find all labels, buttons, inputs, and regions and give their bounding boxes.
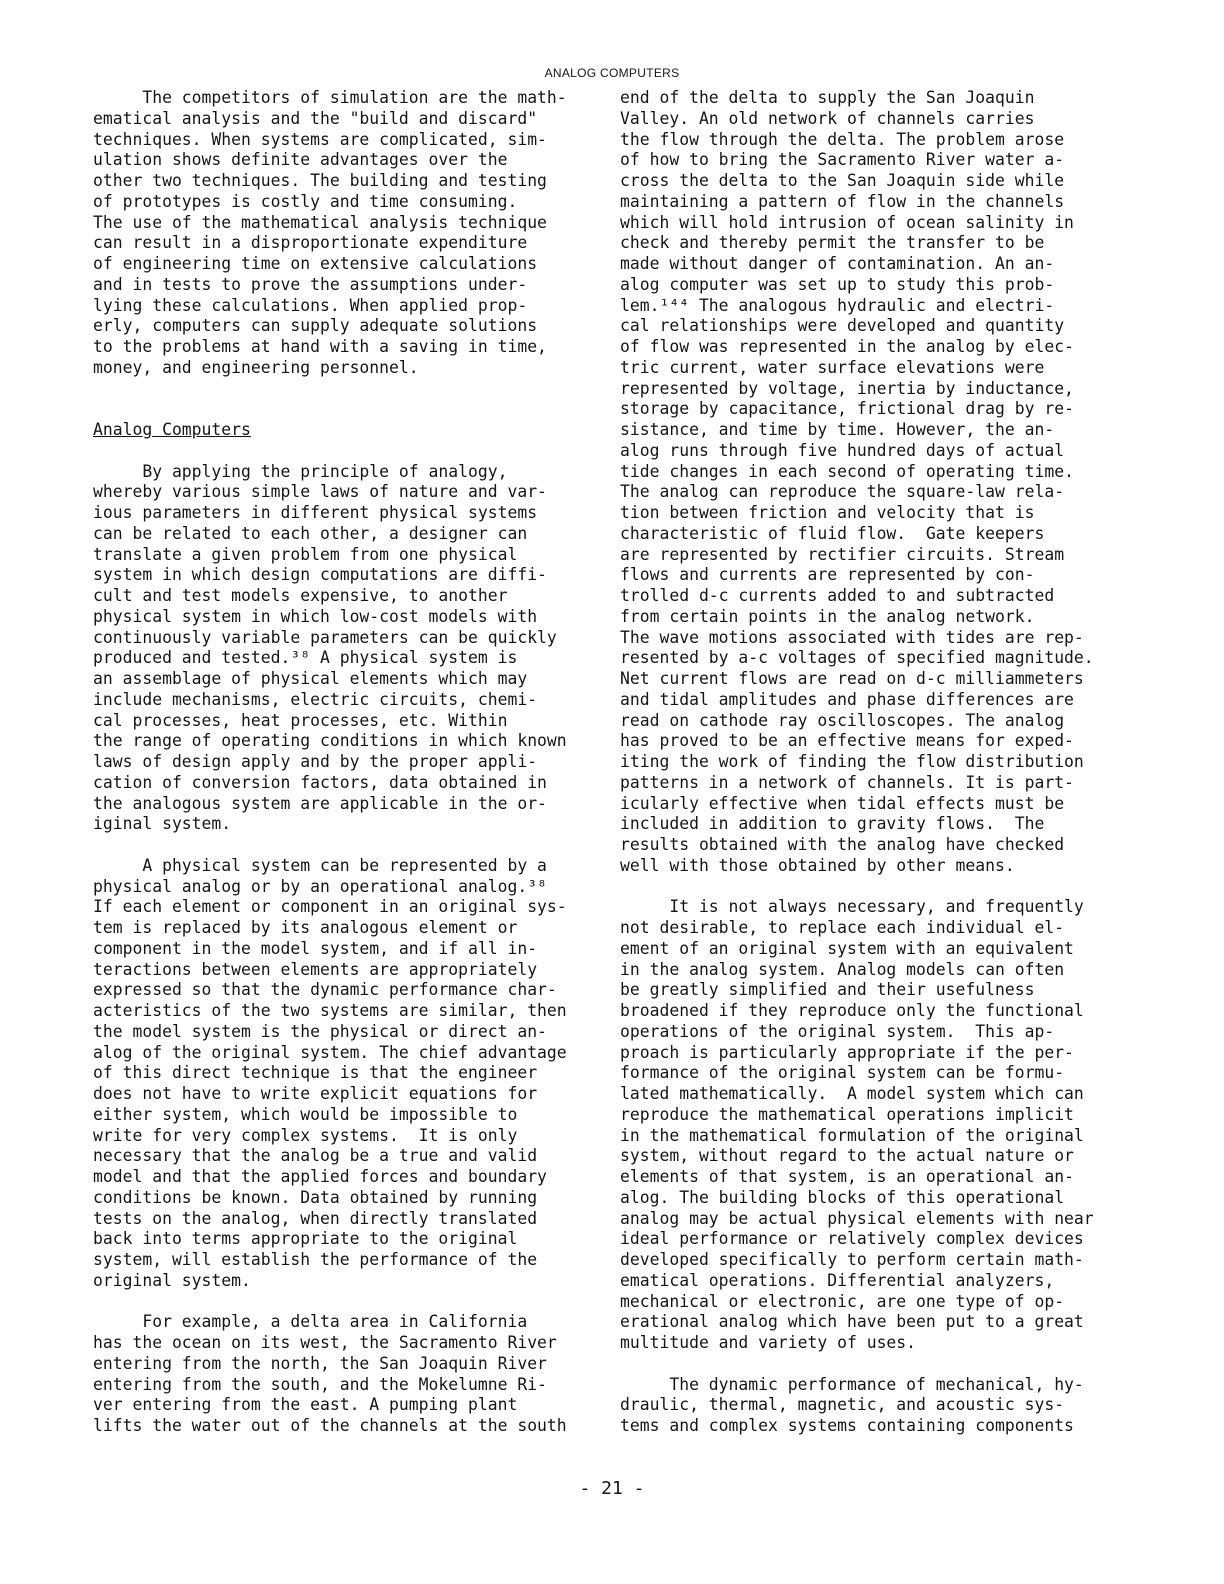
text-line: has proved to be an effective means for exped- <box>620 731 1074 751</box>
text-line: results obtained with the analog have checked <box>620 835 1065 854</box>
text-line: proach is particularly appropriate if the per- <box>620 1042 1074 1062</box>
text-line: of prototypes is costly and time consuming. <box>93 191 518 211</box>
text-line: cross the delta to the San Joaquin side while <box>620 171 1065 190</box>
text-line: cult and test models expensive, to another <box>93 586 508 605</box>
text-line: produced and tested.³⁸ A physical system is <box>93 648 518 668</box>
paragraph-principle-of-analogy <box>93 462 571 836</box>
text-line: The competitors of simulation are the math- <box>93 88 567 107</box>
text-line: The analog can reproduce the square-law rela- <box>620 482 1065 502</box>
text-line: component in the model system, and if all in- <box>93 938 538 958</box>
text-line: included in addition to gravity flows. The <box>620 814 1045 834</box>
text-line: iting the work of finding the flow distribution <box>620 752 1084 771</box>
text-line: The use of the mathematical analysis technique <box>93 212 547 232</box>
text-line: tric current, water surface elevations were <box>620 357 1045 377</box>
text-line: cal relationships were developed and quantity <box>620 316 1065 336</box>
text-line: lifts the water out of the channels at the south <box>93 1416 567 1435</box>
text-line: conditions be known. Data obtained by running <box>93 1187 538 1207</box>
text-line: well with those obtained by other means. <box>620 855 1015 875</box>
text-line: and in tests to prove the assumptions under- <box>93 274 528 294</box>
text-line: iginal system. <box>93 814 232 834</box>
text-line: alog. The building blocks of this operational <box>620 1187 1065 1207</box>
text-line: physical system in which low-cost models with <box>93 606 538 626</box>
text-line: lying these calculations. When applied prop- <box>93 295 528 315</box>
text-line: It is not always necessary, and frequently <box>620 897 1084 917</box>
paragraph-physical-system <box>93 856 571 1292</box>
left-column <box>93 88 571 1437</box>
text-line: write for very complex systems. It is only <box>93 1125 518 1145</box>
text-line: operations of the original system. This ap- <box>620 1021 1055 1041</box>
text-line: analog may be actual physical elements with near <box>620 1208 1094 1228</box>
text-line: are represented by rectifier circuits. Stream <box>620 544 1065 564</box>
text-line: end of the delta to supply the San Joaquin <box>620 88 1035 107</box>
text-line: include mechanisms, electric circuits, chemi- <box>93 689 538 709</box>
text-line: tests on the analog, when directly translated <box>93 1208 538 1228</box>
text-line: necessary that the analog be a true and valid <box>93 1146 538 1166</box>
text-line: mechanical or electronic, are one type of op- <box>620 1291 1065 1311</box>
text-line: The dynamic performance of mechanical, hy- <box>620 1374 1084 1394</box>
text-line: erly, computers can supply adequate solutions <box>93 316 538 336</box>
text-line: ematical analysis and the "build and discard" <box>93 108 538 128</box>
text-line: does not have to write explicit equations for <box>93 1084 538 1103</box>
text-line: of engineering time on extensive calculations <box>93 254 538 273</box>
text-line: tem is replaced by its analogous element or <box>93 918 518 937</box>
text-line: can be related to each other, a designer can <box>93 523 528 543</box>
text-line: from certain points in the analog network. <box>620 606 1035 626</box>
text-line: ement of an original system with an equivalent <box>620 938 1074 958</box>
text-line: can result in a disproportionate expenditure <box>93 233 528 253</box>
text-line: ideal performance or relatively complex devices <box>620 1229 1084 1249</box>
text-line: cation of conversion factors, data obtained in <box>93 772 547 792</box>
text-line: If each element or component in an original sys- <box>93 897 567 917</box>
text-line: an assemblage of physical elements which may <box>93 669 528 688</box>
paragraph-delta-example <box>93 1312 571 1437</box>
text-line: elements of that system, is an operational an- <box>620 1167 1074 1186</box>
text-line: icularly effective when tidal effects must be <box>620 793 1065 813</box>
text-line: made without danger of contamination. An an- <box>620 254 1055 273</box>
text-line: ematical operations. Differential analyzers, <box>620 1270 1055 1290</box>
text-line: The wave motions associated with tides are rep- <box>620 627 1084 647</box>
text-line: either system, which would be impossible to <box>93 1104 518 1124</box>
text-line: teractions between elements are appropriately <box>93 959 538 979</box>
text-line: alog computer was set up to study this prob- <box>620 274 1055 294</box>
text-line: developed specifically to perform certain math- <box>620 1250 1084 1269</box>
paragraph-operational-analog <box>620 897 1098 1354</box>
text-line: expressed so that the dynamic performance char- <box>93 980 557 1000</box>
text-line: to the problems at hand with a saving in time, <box>93 337 547 356</box>
text-line: trolled d-c currents added to and subtracted <box>620 586 1055 605</box>
text-line: reproduce the mathematical operations implicit <box>620 1104 1074 1124</box>
text-line: alog runs through five hundred days of actual <box>620 440 1065 460</box>
text-line: ulation shows definite advantages over the <box>93 150 508 170</box>
text-line: the flow through the delta. The problem arose <box>620 129 1065 149</box>
text-line: which will hold intrusion of ocean salinity in <box>620 212 1074 232</box>
text-line: ver entering from the east. A pumping plant <box>93 1395 518 1415</box>
text-line: techniques. When systems are complicated, sim- <box>93 129 547 149</box>
text-line: broadened if they reproduce only the functional <box>620 1001 1084 1020</box>
text-line: formance of the original system can be formu- <box>620 1063 1065 1083</box>
paragraph-delta-continued <box>620 88 1098 877</box>
text-line: check and thereby permit the transfer to be <box>620 233 1045 253</box>
text-line: A physical system can be represented by a <box>93 855 547 875</box>
text-line: erational analog which have been put to a great <box>620 1312 1084 1332</box>
section-heading-analog-computers: Analog Computers <box>93 420 251 439</box>
right-column <box>620 88 1098 1437</box>
text-line: of flow was represented in the analog by elec- <box>620 337 1074 356</box>
text-line: storage by capacitance, frictional drag by re- <box>620 399 1074 419</box>
text-line: alog of the original system. The chief advantage <box>93 1042 567 1062</box>
text-line: flows and currents are represented by con- <box>620 565 1035 585</box>
text-line: patterns in a network of channels. It is part- <box>620 772 1074 792</box>
text-line: of this direct technique is that the engineer <box>93 1063 538 1083</box>
text-line: of how to bring the Sacramento River water a- <box>620 150 1065 170</box>
text-line: Net current flows are read on d-c milliammeters <box>620 669 1084 688</box>
paragraph-dynamic-performance <box>620 1375 1098 1437</box>
text-line: whereby various simple laws of nature and var- <box>93 482 547 502</box>
paragraph-competitors <box>93 88 571 379</box>
text-line: Valley. An old network of channels carries <box>620 108 1035 128</box>
text-line: By applying the principle of analogy, <box>93 461 508 481</box>
text-line: physical analog or by an operational analog.³⁸ <box>93 876 547 896</box>
text-line: the range of operating conditions in which known <box>93 731 567 751</box>
text-line: resented by a-c voltages of specified magnitude. <box>620 648 1094 668</box>
text-line: lated mathematically. A model system which can <box>620 1084 1084 1103</box>
text-line: ious parameters in different physical systems <box>93 503 538 522</box>
text-line: back into terms appropriate to the original <box>93 1229 518 1249</box>
text-line: sistance, and time by time. However, the an- <box>620 420 1055 439</box>
page-number: - 21 - <box>579 1478 645 1499</box>
text-line: the model system is the physical or direct an- <box>93 1021 547 1041</box>
text-line: tion between friction and velocity that is <box>620 503 1035 522</box>
text-line: For example, a delta area in California <box>93 1312 528 1332</box>
text-line: money, and engineering personnel. <box>93 357 419 377</box>
text-line: original system. <box>93 1270 251 1290</box>
text-line: system, without regard to the actual nature or <box>620 1146 1074 1166</box>
text-line: has the ocean on its west, the Sacramento River <box>93 1333 557 1352</box>
text-line: system, will establish the performance of the <box>93 1250 538 1269</box>
text-line: model and that the applied forces and boundary <box>93 1167 547 1186</box>
text-line: characteristic of fluid flow. Gate keepers <box>620 523 1045 543</box>
text-line: tide changes in each second of operating time. <box>620 461 1074 481</box>
text-line: cal processes, heat processes, etc. Within <box>93 710 508 730</box>
text-line: represented by voltage, inertia by inductance, <box>620 378 1074 398</box>
text-line: read on cathode ray oscilloscopes. The analog <box>620 710 1065 730</box>
text-line: continuously variable parameters can be quickly <box>93 627 557 647</box>
text-line: the analogous system are applicable in the or- <box>93 793 547 813</box>
text-line: other two techniques. The building and testing <box>93 171 547 190</box>
text-line: entering from the north, the San Joaquin River <box>93 1353 547 1373</box>
text-line: entering from the south, and the Mokelumne Ri- <box>93 1374 547 1394</box>
text-line: in the mathematical formulation of the original <box>620 1125 1084 1145</box>
text-line: system in which design computations are diffi- <box>93 565 547 585</box>
text-line: maintaining a pattern of flow in the channels <box>620 191 1065 211</box>
text-line: not desirable, to replace each individual el- <box>620 918 1065 937</box>
text-line: be greatly simplified and their usefulness <box>620 980 1035 1000</box>
text-line: in the analog system. Analog models can often <box>620 959 1065 979</box>
text-line: translate a given problem from one physical <box>93 544 518 564</box>
text-line: multitude and variety of uses. <box>620 1333 917 1352</box>
text-line: and tidal amplitudes and phase differences are <box>620 689 1074 709</box>
text-line: tems and complex systems containing components <box>620 1416 1074 1435</box>
text-line: laws of design apply and by the proper appli- <box>93 752 538 771</box>
text-line: draulic, thermal, magnetic, and acoustic sys- <box>620 1395 1065 1415</box>
text-line: acteristics of the two systems are similar, then <box>93 1001 567 1020</box>
running-head: ANALOG COMPUTERS <box>544 66 680 80</box>
text-line: lem.¹⁴⁴ The analogous hydraulic and electri- <box>620 295 1055 315</box>
